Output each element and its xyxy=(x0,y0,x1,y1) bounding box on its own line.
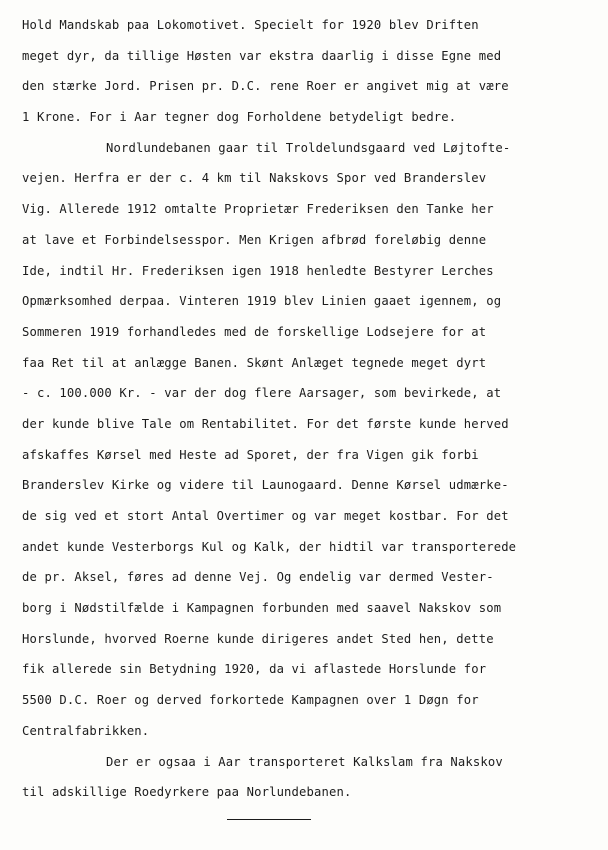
text-line: Hold Mandskab paa Lokomotivet. Specielt for 1920 blev Driften xyxy=(22,18,479,32)
text-line: til adskillige Roedyrkere paa Norlundebanen. xyxy=(22,785,352,800)
text-line: den stærke Jord. Prisen pr. D.C. rene Roer er angivet mig at være xyxy=(22,79,509,94)
text-line: afskaffes Kørsel med Heste ad Sporet, der fra Vigen gik forbi xyxy=(22,447,479,462)
text-line: Sommeren 1919 forhandledes med de forskellige Lodsejere for at xyxy=(22,324,487,339)
text-line: borg i Nødstilfælde i Kampagnen forbunden med saavel Nakskov som xyxy=(22,601,502,616)
text-line: faa Ret til at anlægge Banen. Skønt Anlæget tegnede meget dyrt xyxy=(22,355,487,370)
text-line: vejen. Herfra er der c. 4 km til Nakskovs Spor ved Branderslev xyxy=(22,171,487,186)
text-line: Opmærksomhed derpaa. Vinteren 1919 blev Linien gaaet igennem, og xyxy=(22,294,502,309)
text-line: 1 Krone. For i Aar tegner dog Forholdene betydeligt bedre. xyxy=(22,110,457,125)
text-line: Branderslev Kirke og videre til Launogaard. Denne Kørsel udmærke- xyxy=(22,478,509,493)
text-line: Nordlundebanen gaar til Troldelundsgaard ved Løjtofte- xyxy=(106,140,511,155)
text-line: Centralfabrikken. xyxy=(22,723,150,738)
text-line: fik allerede sin Betydning 1920, da vi aflastede Horslunde for xyxy=(22,662,487,677)
text-line: de sig ved et stort Antal Overtimer og var meget kostbar. For det xyxy=(22,509,509,523)
text-line: der kunde blive Tale om Rentabilitet. For det første kunde herved xyxy=(22,416,509,431)
text-line: - c. 100.000 Kr. - var der dog flere Aarsager, som bevirkede, at xyxy=(22,386,502,401)
document-body xyxy=(22,10,606,808)
text-line: Der er ogsaa i Aar transporteret Kalkslam fra Nakskov xyxy=(106,754,503,769)
text-line: at lave et Forbindelsesspor. Men Krigen afbrød foreløbig denne xyxy=(22,232,487,247)
text-line: de pr. Aksel, føres ad denne Vej. Og endelig var dermed Vester- xyxy=(22,570,494,585)
text-line: andet kunde Vesterborgs Kul og Kalk, der hidtil var transporterede xyxy=(22,539,517,554)
closing-rule xyxy=(227,819,311,820)
text-line: Vig. Allerede 1912 omtalte Proprietær Frederiksen den Tanke her xyxy=(22,202,494,217)
text-line: 5500 D.C. Roer og derved forkortede Kampagnen over 1 Døgn for xyxy=(22,693,479,708)
text-line: Horslunde, hvorved Roerne kunde dirigeres andet Sted hen, dette xyxy=(22,631,494,646)
text-line: Ide, indtil Hr. Frederiksen igen 1918 henledte Bestyrer Lerches xyxy=(22,263,494,278)
text-line: meget dyr, da tillige Høsten var ekstra daarlig i disse Egne med xyxy=(22,48,502,63)
